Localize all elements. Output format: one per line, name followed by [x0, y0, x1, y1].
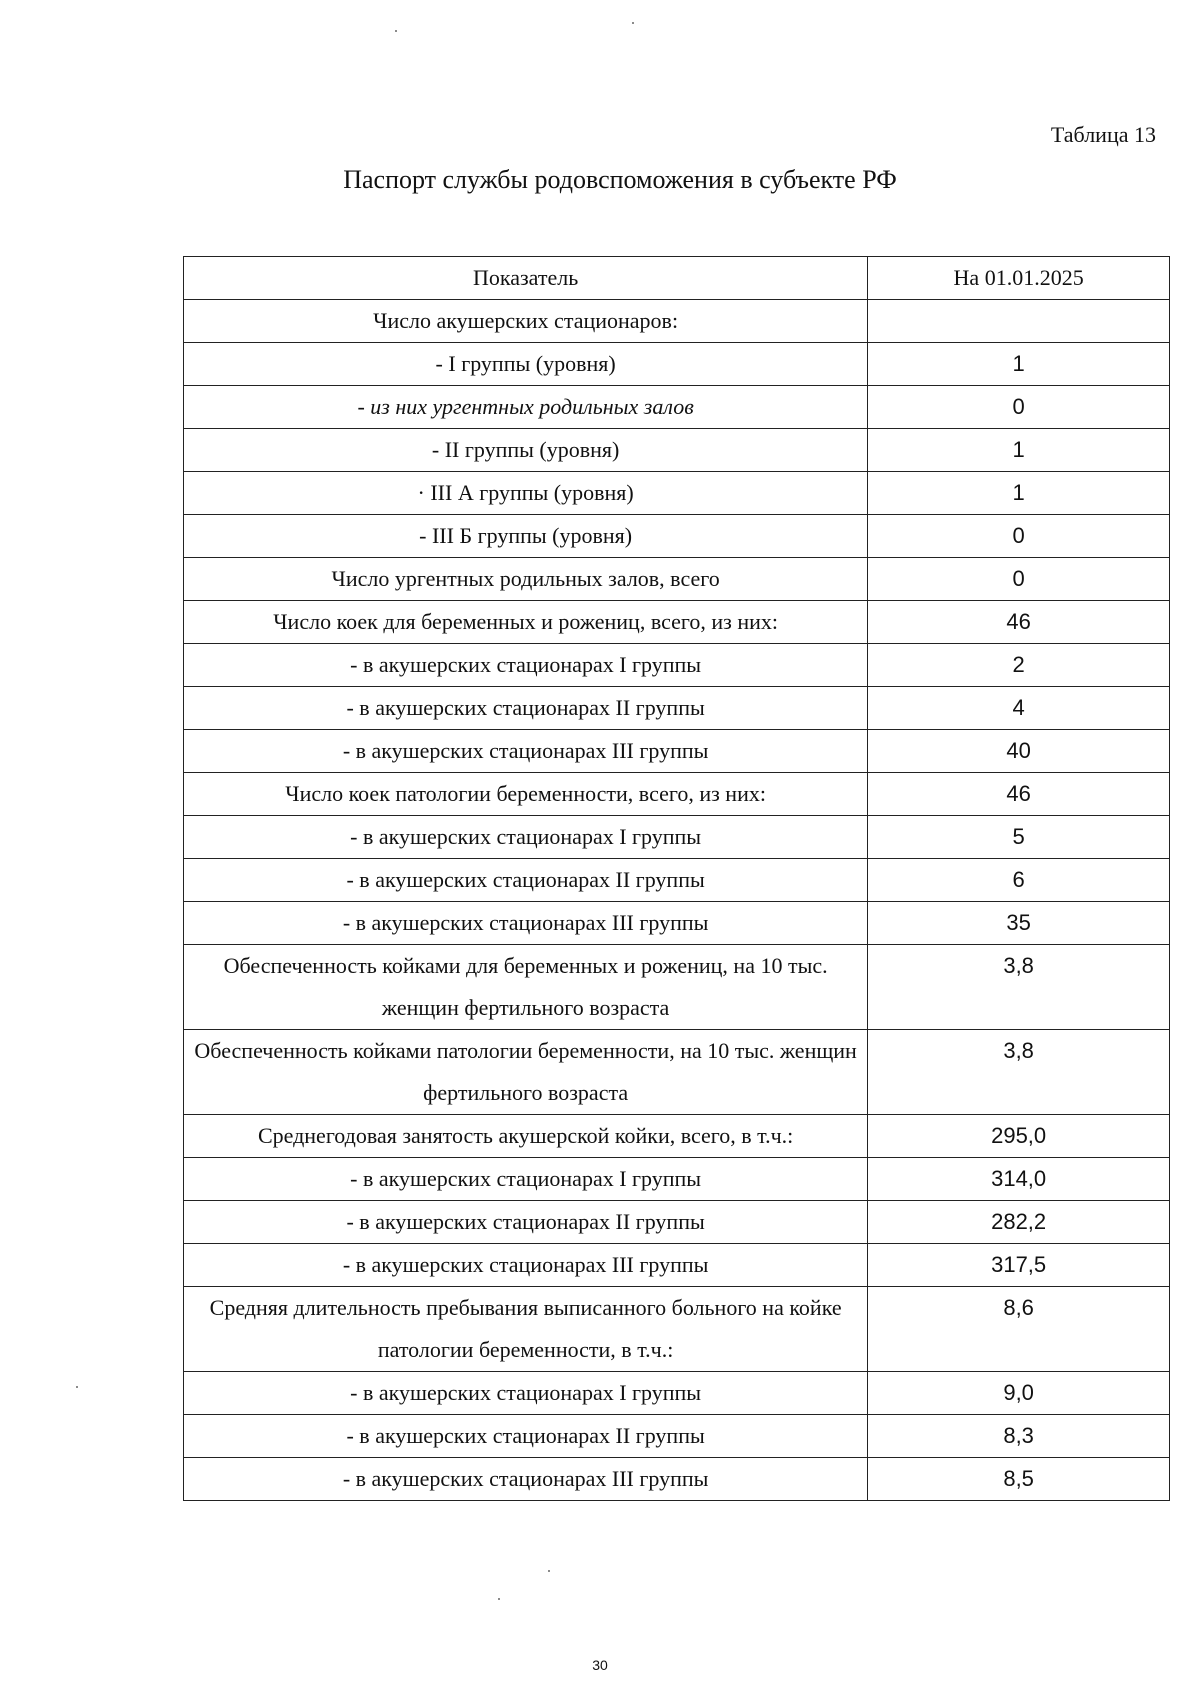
table-row	[184, 558, 1170, 601]
scan-speck	[632, 22, 634, 24]
table-row	[184, 945, 1170, 1030]
table-row	[184, 730, 1170, 773]
table-row	[184, 773, 1170, 816]
indicator-cell: - в акушерских стационарах II группы	[184, 1201, 868, 1244]
indicator-cell: - в акушерских стационарах I группы	[184, 1372, 868, 1415]
table-row	[184, 1372, 1170, 1415]
indicator-cell: - в акушерских стационарах II группы	[184, 687, 868, 730]
indicator-cell: Число коек патологии беременности, всего, из них:	[184, 773, 868, 816]
table-row	[184, 472, 1170, 515]
value-cell: 295,0	[868, 1115, 1170, 1158]
value-cell: 8,6	[868, 1287, 1170, 1372]
table-row	[184, 902, 1170, 945]
table-row	[184, 1415, 1170, 1458]
table-body	[184, 300, 1170, 1501]
value-cell: 0	[868, 386, 1170, 429]
indicator-cell: - в акушерских стационарах I группы	[184, 1158, 868, 1201]
table-row	[184, 429, 1170, 472]
passport-table	[183, 256, 1170, 1501]
value-cell: 282,2	[868, 1201, 1170, 1244]
indicator-cell: - из них ургентных родильных залов	[184, 386, 868, 429]
value-cell: 8,5	[868, 1458, 1170, 1501]
value-cell: 40	[868, 730, 1170, 773]
indicator-cell: - в акушерских стационарах I группы	[184, 644, 868, 687]
indicator-cell: Число ургентных родильных залов, всего	[184, 558, 868, 601]
indicator-cell: - в акушерских стационарах II группы	[184, 1415, 868, 1458]
indicator-cell: Обеспеченность койками патологии беременности, на 10 тыс. женщин фертильного возраста	[184, 1030, 868, 1115]
indicator-cell: - в акушерских стационарах I группы	[184, 816, 868, 859]
table-row	[184, 1458, 1170, 1501]
indicator-cell: - в акушерских стационарах III группы	[184, 1244, 868, 1287]
indicator-cell: Число акушерских стационаров:	[184, 300, 868, 343]
value-cell: 1	[868, 472, 1170, 515]
indicator-cell: - III Б группы (уровня)	[184, 515, 868, 558]
table-row	[184, 816, 1170, 859]
table-row	[184, 644, 1170, 687]
indicator-cell: - в акушерских стационарах II группы	[184, 859, 868, 902]
table-header-row	[184, 257, 1170, 300]
value-cell: 46	[868, 773, 1170, 816]
indicator-cell: - I группы (уровня)	[184, 343, 868, 386]
value-cell: 8,3	[868, 1415, 1170, 1458]
value-cell: 6	[868, 859, 1170, 902]
value-cell: 317,5	[868, 1244, 1170, 1287]
table-row	[184, 859, 1170, 902]
value-cell: 9,0	[868, 1372, 1170, 1415]
table-number: Таблица 13	[1050, 122, 1156, 147]
indicator-cell: · III А группы (уровня)	[184, 472, 868, 515]
column-header-date: На 01.01.2025	[868, 257, 1170, 300]
indicator-cell: Средняя длительность пребывания выписанного больного на койке патологии беременности, в т.ч.:	[184, 1287, 868, 1372]
value-cell: 1	[868, 429, 1170, 472]
indicator-cell: - II группы (уровня)	[184, 429, 868, 472]
table-row	[184, 300, 1170, 343]
indicator-cell: - в акушерских стационарах III группы	[184, 730, 868, 773]
value-cell: 0	[868, 558, 1170, 601]
indicator-cell: - в акушерских стационарах III группы	[184, 902, 868, 945]
table-row	[184, 343, 1170, 386]
table-row	[184, 1287, 1170, 1372]
value-cell: 314,0	[868, 1158, 1170, 1201]
table-row	[184, 1201, 1170, 1244]
value-cell: 5	[868, 816, 1170, 859]
table-row	[184, 1244, 1170, 1287]
indicator-cell: Число коек для беременных и рожениц, всего, из них:	[184, 601, 868, 644]
indicator-cell: - в акушерских стационарах III группы	[184, 1458, 868, 1501]
table-row	[184, 601, 1170, 644]
value-cell: 3,8	[868, 945, 1170, 1030]
value-cell: 0	[868, 515, 1170, 558]
value-cell: 35	[868, 902, 1170, 945]
page-title: Паспорт службы родовспоможения в субъекте РФ	[343, 165, 897, 194]
value-cell: 2	[868, 644, 1170, 687]
table-row	[184, 1158, 1170, 1201]
scan-speck	[76, 1386, 78, 1388]
value-cell	[868, 300, 1170, 343]
value-cell: 1	[868, 343, 1170, 386]
value-cell: 4	[868, 687, 1170, 730]
indicator-cell: Обеспеченность койками для беременных и рожениц, на 10 тыс. женщин фертильного возраста	[184, 945, 868, 1030]
indicator-cell: Среднегодовая занятость акушерской койки, всего, в т.ч.:	[184, 1115, 868, 1158]
table-row	[184, 1030, 1170, 1115]
column-header-indicator: Показатель	[184, 257, 868, 300]
table-row	[184, 515, 1170, 558]
scan-speck	[395, 30, 397, 32]
table-row	[184, 386, 1170, 429]
scan-speck	[498, 1598, 500, 1600]
page-number: 30	[592, 1657, 608, 1673]
table-row	[184, 1115, 1170, 1158]
table-row	[184, 687, 1170, 730]
scan-speck	[548, 1570, 550, 1572]
value-cell: 46	[868, 601, 1170, 644]
value-cell: 3,8	[868, 1030, 1170, 1115]
